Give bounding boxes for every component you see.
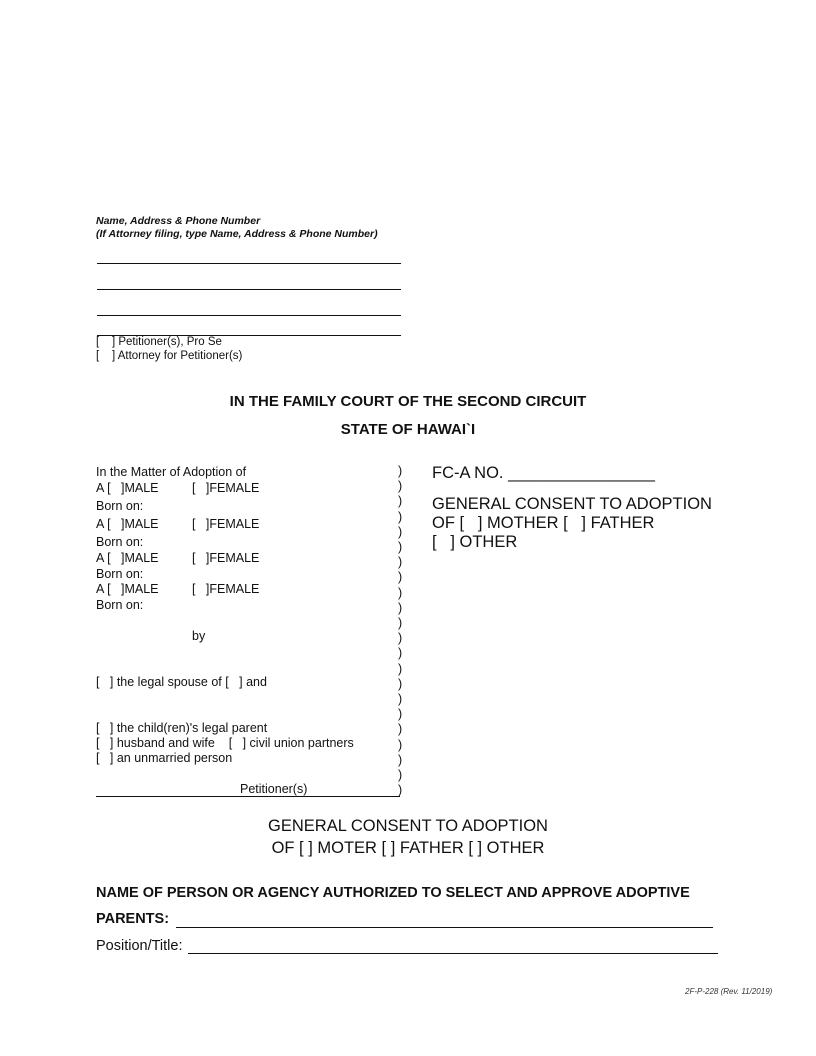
caption-paren: ) (398, 540, 403, 554)
address-line-2[interactable] (97, 289, 401, 290)
caption-paren: ) (398, 600, 403, 615)
position-field[interactable] (188, 953, 718, 954)
agency-label-2: PARENTS: (96, 911, 170, 927)
by-label: by (192, 629, 206, 643)
child-1-male[interactable]: A [ ]MALE (96, 481, 159, 495)
caption-paren: ) (398, 707, 403, 722)
child-4-male[interactable]: A [ ]MALE (96, 582, 159, 596)
caption-paren: ) (398, 464, 403, 478)
address-line-3[interactable] (97, 315, 401, 316)
caption-paren: ) (398, 661, 403, 676)
fca-number-field[interactable]: FC-A NO. ________________ (432, 464, 655, 482)
caption-paren: ) (398, 631, 403, 646)
child-2-female[interactable]: [ ]FEMALE (192, 517, 260, 531)
caption-paren: ) (398, 494, 403, 509)
caption-paren: ) (398, 646, 403, 661)
caption-paren: ) (398, 479, 403, 494)
caption-paren: ) (398, 722, 403, 737)
caption-paren: ) (398, 585, 403, 600)
child-2-male[interactable]: A [ ]MALE (96, 517, 159, 531)
child-4-born: Born on: (96, 598, 144, 612)
husband-wife-checkbox[interactable]: [ ] husband and wife [ ] civil union partners (96, 736, 354, 750)
caption-paren: ) (398, 616, 403, 630)
attorney-checkbox[interactable]: [ ] Attorney for Petitioner(s) (96, 350, 243, 362)
caption-paren: ) (398, 555, 403, 570)
petitioner-line[interactable] (96, 796, 400, 797)
child-3-born: Born on: (96, 567, 144, 581)
petitioners-label: Petitioner(s) (240, 782, 308, 796)
caption-paren: ) (398, 509, 403, 524)
center-title-2[interactable]: OF [ ] MOTER [ ] FATHER [ ] OTHER (271, 839, 545, 857)
child-3-female[interactable]: [ ]FEMALE (192, 551, 260, 565)
child-3-male[interactable]: A [ ]MALE (96, 551, 159, 565)
right-title-3[interactable]: [ ] OTHER (432, 533, 518, 551)
caption-paren: ) (398, 692, 403, 706)
caption-paren: ) (398, 676, 403, 691)
attorney-note: (If Attorney filing, type Name, Address & Phone Number) (96, 228, 378, 240)
address-line-1[interactable] (97, 263, 401, 264)
right-title-2[interactable]: OF [ ] MOTHER [ ] FATHER (432, 514, 655, 532)
caption-paren: ) (398, 752, 403, 767)
caption-paren: ) (398, 783, 403, 798)
matter-label: In the Matter of Adoption of (96, 465, 247, 479)
court-name: IN THE FAMILY COURT OF THE SECOND CIRCUIT (229, 393, 587, 410)
child-1-female[interactable]: [ ]FEMALE (192, 481, 260, 495)
caption-paren: ) (398, 737, 403, 752)
child-2-born: Born on: (96, 535, 144, 549)
name-address-label: Name, Address & Phone Number (96, 215, 261, 227)
agency-name-field[interactable] (176, 927, 713, 928)
position-label: Position/Title: (96, 938, 183, 954)
form-number: 2F-P-228 (Rev. 11/2019) (685, 987, 773, 996)
agency-label-1: NAME OF PERSON OR AGENCY AUTHORIZED TO SELECT AND APPROVE ADOPTIVE (96, 885, 690, 901)
caption-paren: ) (398, 570, 403, 585)
caption-paren: ) (398, 768, 403, 782)
child-4-female[interactable]: [ ]FEMALE (192, 582, 260, 596)
petitioner-pro-se-checkbox[interactable]: [ ] Petitioner(s), Pro Se (96, 336, 222, 348)
legal-parent-checkbox[interactable]: [ ] the child(ren)'s legal parent (96, 721, 268, 735)
center-title-1: GENERAL CONSENT TO ADOPTION (268, 817, 548, 835)
legal-spouse-checkbox[interactable]: [ ] the legal spouse of [ ] and (96, 675, 267, 689)
unmarried-checkbox[interactable]: [ ] an unmarried person (96, 751, 233, 765)
child-1-born: Born on: (96, 499, 144, 513)
right-title-1: GENERAL CONSENT TO ADOPTION (432, 495, 712, 513)
caption-paren: ) (398, 524, 403, 539)
court-state: STATE OF HAWAI`I (340, 421, 476, 438)
